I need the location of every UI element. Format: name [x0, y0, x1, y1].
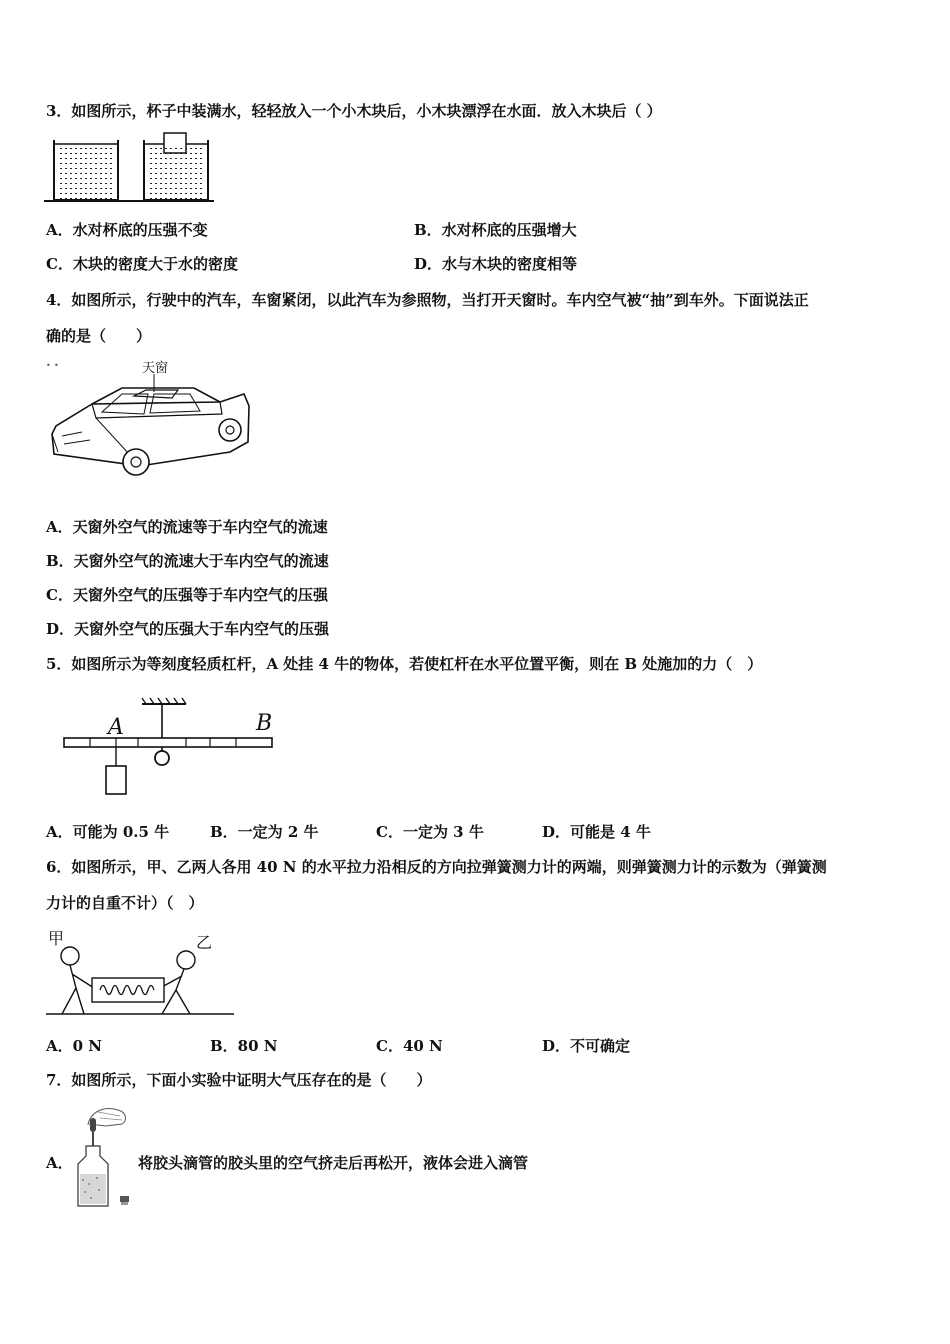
q5-figure-lever	[60, 694, 280, 798]
svg-text:•: •	[46, 361, 51, 370]
q6-stem-line2: 力计的自重不计）（ ）	[46, 894, 204, 912]
q4-stem-line1: 4．如图所示，行驶中的汽车，车窗紧闭，以此汽车为参照物，当打开天窗时。车内空气被“抽”到车外。下面说法正	[46, 291, 809, 309]
q6-option-b: B．80 N	[210, 1037, 278, 1055]
q3-figure-cups	[44, 132, 214, 204]
q6-option-c: C．40 N	[376, 1037, 443, 1055]
q4-figure-car	[44, 356, 259, 486]
label-jia: 甲	[48, 929, 65, 948]
q3-option-a: A．水对杯底的压强不变	[46, 221, 208, 239]
q5-stem: 5．如图所示为等刻度轻质杠杆，A 处挂 4 牛的物体，若使杠杆在水平位置平衡，则在 B 处施加的力（ ）	[46, 655, 763, 673]
q7-option-a-text: 将胶头滴管的胶头里的空气挤走后再松开，液体会进入滴管	[138, 1154, 529, 1172]
q5-option-a: A．可能为 0.5 牛	[46, 823, 170, 841]
q6-figure-spring-scale	[44, 926, 236, 1020]
q4-stem-line2: 确的是（ ）	[46, 327, 152, 345]
lever-label-b: B	[256, 711, 273, 736]
q4-option-c: C．天窗外空气的压强等于车内空气的压强	[46, 586, 328, 604]
q7-option-a-letter: A．	[46, 1154, 73, 1172]
q6-option-a: A．0 N	[46, 1037, 103, 1055]
q3-stem: 3．如图所示，杯子中装满水，轻轻放入一个小木块后，小木块漂浮在水面．放入木块后（ ）	[46, 102, 662, 120]
svg-text:•: •	[54, 361, 59, 370]
q4-option-b: B．天窗外空气的流速大于车内空气的流速	[46, 552, 329, 570]
q3-option-c: C．木块的密度大于水的密度	[46, 255, 238, 273]
q6-stem-line1: 6．如图所示，甲、乙两人各用 40 N 的水平拉力沿相反的方向拉弹簧测力计的两端，则弹簧测力计的示数为（弹簧测	[46, 858, 827, 876]
label-yi: 乙	[196, 933, 213, 952]
q3-option-d: D．水与木块的密度相等	[414, 255, 578, 273]
q7-figure-dropper	[72, 1102, 134, 1210]
q5-option-d: D．可能是 4 牛	[542, 823, 651, 841]
q6-option-d: D．不可确定	[542, 1037, 631, 1055]
q4-option-d: D．天窗外空气的压强大于车内空气的压强	[46, 620, 330, 638]
sunroof-label: 天窗	[142, 361, 169, 376]
lever-label-a: A	[108, 715, 124, 740]
q4-option-a: A．天窗外空气的流速等于车内空气的流速	[46, 518, 328, 536]
q5-option-c: C．一定为 3 牛	[376, 823, 484, 841]
q7-stem: 7．如图所示，下面小实验中证明大气压存在的是（ ）	[46, 1071, 432, 1089]
q5-option-b: B．一定为 2 牛	[210, 823, 319, 841]
q3-option-b: B．水对杯底的压强增大	[414, 221, 577, 239]
